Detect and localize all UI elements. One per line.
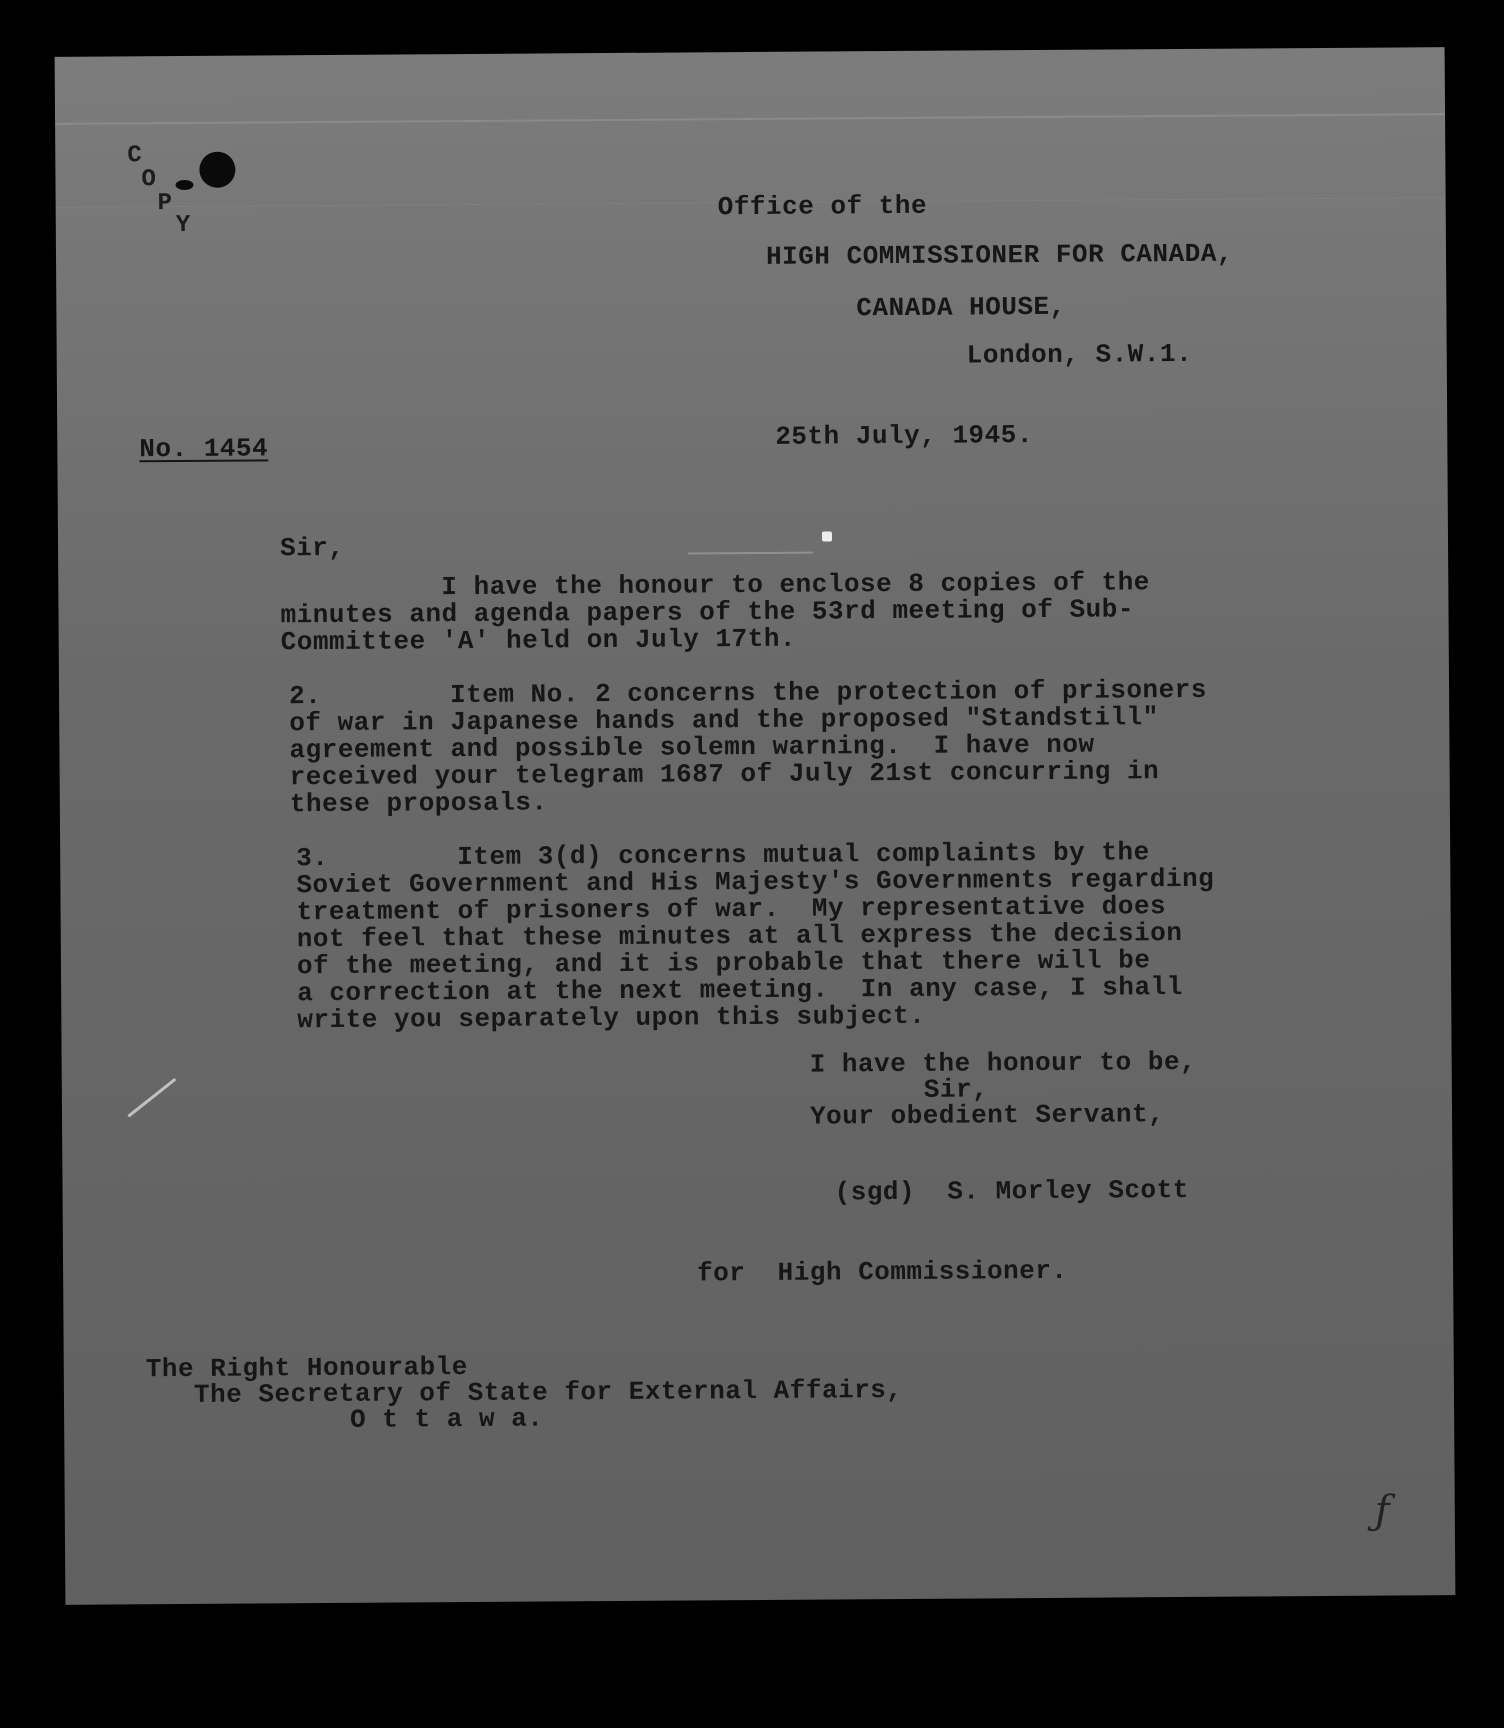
- paragraph-2-line-1: 2. Item No. 2 concerns the protection of prisoners: [288, 674, 1208, 712]
- paragraph-2-line-4: received your telegram 1687 of July 21st concurring in: [289, 756, 1160, 793]
- letterhead-line-commissioner: HIGH COMMISSIONER FOR CANADA,: [765, 238, 1234, 272]
- paragraph-2-line-2: of war in Japanese hands and the proposed "Standstill": [289, 702, 1159, 739]
- letter-page: [55, 47, 1456, 1605]
- fold-line: [55, 113, 1445, 125]
- letter-date: 25th July, 1945.: [775, 420, 1034, 452]
- paragraph-1-line-3: Committee 'A' held on July 17th.: [280, 623, 797, 658]
- ink-blot: [199, 152, 235, 188]
- paragraph-3-line-2: Soviet Government and His Majesty's Governments regarding: [296, 863, 1215, 901]
- closing-line-1: I have the honour to be,: [809, 1046, 1197, 1080]
- paragraph-3-line-4: not feel that these minutes at all express the decision: [296, 918, 1183, 955]
- letterhead-line-office: Office of the: [717, 190, 928, 223]
- signature: (sgd) S. Morley Scott: [834, 1174, 1189, 1208]
- paragraph-3-line-3: treatment of prisoners of war. My representative does: [296, 891, 1167, 928]
- date-rule: [688, 552, 813, 555]
- copy-stamp-letter-c: C: [127, 142, 142, 170]
- ink-blot-small: [175, 180, 193, 190]
- closing-line-2: Sir,: [923, 1074, 989, 1105]
- addressee-line-1: The Right Honourable: [145, 1352, 468, 1385]
- paragraph-3-line-1: 3. Item 3(d) concerns mutual complaints by the: [296, 837, 1150, 874]
- letterhead-line-london: London, S.W.1.: [966, 338, 1193, 371]
- addressee-line-3: O t t a w a.: [350, 1403, 544, 1435]
- letterhead-line-canada-house: CANADA HOUSE,: [856, 291, 1066, 324]
- copy-stamp-letter-p: P: [157, 190, 173, 218]
- paragraph-1-line-2: minutes and agenda papers of the 53rd meeting of Sub-: [280, 594, 1135, 631]
- salutation: Sir,: [279, 532, 345, 564]
- paragraph-3-line-6: a correction at the next meeting. In any case, I shall: [297, 972, 1183, 1009]
- signature-title: for High Commissioner.: [697, 1255, 1068, 1289]
- addressee-line-2: The Secretary of State for External Affairs,: [193, 1374, 903, 1410]
- handwritten-mark: ƒ: [1374, 1487, 1390, 1534]
- closing-line-3: Your obedient Servant,: [809, 1099, 1165, 1132]
- reference-number: No. 1454: [139, 433, 269, 465]
- dust-speck: [822, 531, 832, 541]
- scratch-mark: [127, 1078, 176, 1118]
- paragraph-3-line-5: of the meeting, and it is probable that there will be: [296, 945, 1151, 982]
- paragraph-3-line-7: write you separately upon this subject.: [297, 1000, 926, 1036]
- paragraph-2-line-3: agreement and possible solemn warning. I have now: [289, 729, 1095, 766]
- copy-stamp-letter-o: O: [141, 166, 156, 194]
- paragraph-1-line-1: I have the honour to enclose 8 copies of the: [280, 567, 1150, 604]
- copy-stamp-letter-y: Y: [175, 211, 191, 240]
- paragraph-2-line-5: these proposals.: [289, 787, 548, 820]
